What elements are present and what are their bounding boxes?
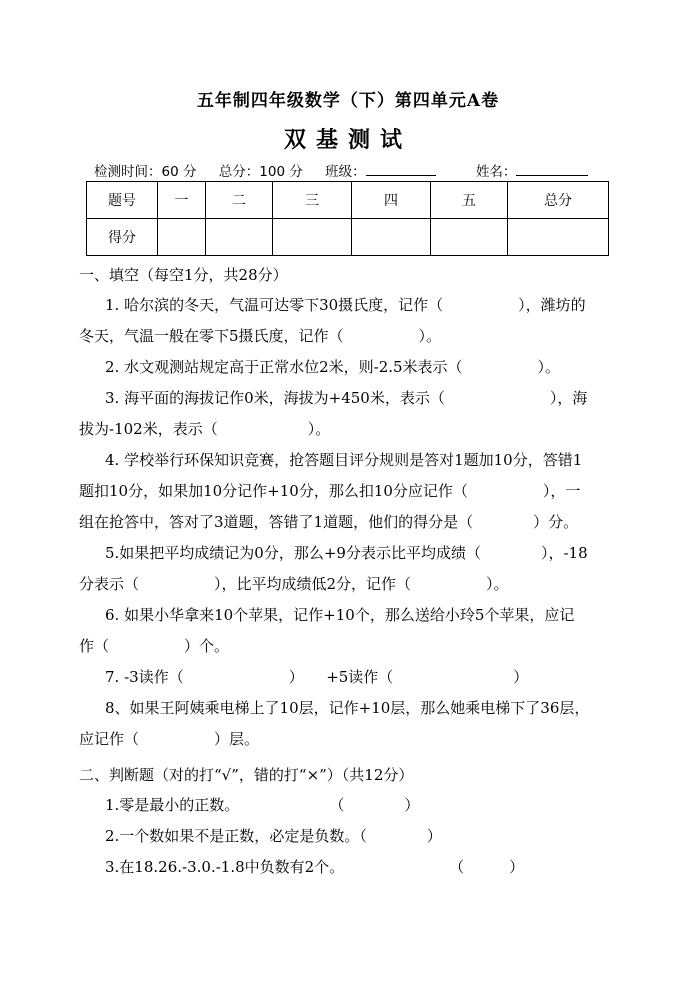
score-cell[interactable]: [508, 219, 609, 256]
score-cell[interactable]: [273, 219, 352, 256]
name-field[interactable]: [476, 164, 607, 180]
question-line: 冬天，气温一般在零下5摄氏度，记作（ ）。: [79, 327, 442, 345]
score-cell[interactable]: [352, 219, 431, 256]
score-header-cell: 五: [431, 182, 508, 219]
score-cell[interactable]: [158, 219, 206, 256]
exam-info-line: [94, 160, 624, 180]
question-line: 拔为-102米，表示（ ）。: [79, 420, 331, 438]
question-line: 1. 哈尔滨的冬天，气温可达零下30摄氏度，记作（ ），潍坊的: [105, 296, 586, 314]
question-line: 题扣10分，如果加10分记作+10分，那么扣10分应记作（ ），一: [79, 482, 581, 500]
score-cell[interactable]: [206, 219, 273, 256]
question-line: 3. 海平面的海拔记作0米，海拔为+450米，表示（ ），海: [105, 389, 588, 407]
question-line: 组在抢答中，答对了3道题，答错了1道题，他们的得分是（ ）分。: [79, 513, 579, 531]
score-cell[interactable]: [431, 219, 508, 256]
total-label: 总分：100 分: [218, 164, 303, 180]
question-line: 6. 如果小华拿来10个苹果，记作+10个，那么送给小玲5个苹果，应记: [105, 606, 575, 624]
question-line: 应记作（ ）层。: [79, 730, 260, 748]
score-header-cell: 四: [352, 182, 431, 219]
score-table-header-row: [87, 182, 609, 219]
score-header-cell: 二: [206, 182, 273, 219]
score-header-cell: 题号: [87, 182, 158, 219]
score-header-cell: 三: [273, 182, 352, 219]
question-line: 8、如果王阿姨乘电梯上了10层，记作+10层，那么她乘电梯下了36层，: [105, 699, 590, 717]
score-header-cell: 总分: [508, 182, 609, 219]
question-line: 7. -3读作（ ） +5读作（ ）: [105, 668, 529, 686]
score-header-cell: 一: [158, 182, 206, 219]
fill-blank-questions: [79, 290, 619, 755]
question-line: 1.零是最小的正数。 （ ）: [105, 796, 420, 814]
name-label: 姓名：: [475, 164, 517, 180]
question-line: 2.一个数如果不是正数，必定是负数。（ ）: [105, 827, 442, 845]
section1-heading: 一、填空（每空1分，共28分）: [79, 266, 288, 284]
question-line: 3.在18.26.-3.0.-1.8中负数有2个。 （ ）: [105, 858, 525, 876]
question-line: 5.如果把平均成绩记为0分，那么+9分表示比平均成绩（ ），-18: [105, 544, 588, 562]
question-line: 分表示（ ），比平均成绩低2分，记作（ ）。: [79, 575, 509, 593]
question-line: 2. 水文观测站规定高于正常水位2米，则-2.5米表示（ ）。: [105, 358, 561, 376]
time-label: 检测时间：60 分: [94, 164, 197, 180]
score-table: [86, 181, 609, 256]
score-table-score-row: [87, 219, 609, 256]
true-false-questions: [79, 790, 619, 883]
exam-title: 五年制四年级数学（下）第四单元A卷: [196, 91, 500, 111]
exam-subtitle: 双基测试: [283, 127, 412, 153]
question-line: 4. 学校举行环保知识竞赛，抢答题目评分规则是答对1题加10分，答错1: [105, 451, 583, 469]
class-field[interactable]: [325, 164, 454, 180]
question-line: 作（ ）个。: [79, 637, 230, 655]
score-row-label: 得分: [87, 219, 158, 256]
class-label: 班级：: [325, 164, 366, 180]
section2-heading: 二、判断题（对的打“√”，错的打“×”）（共12分）: [79, 766, 414, 784]
